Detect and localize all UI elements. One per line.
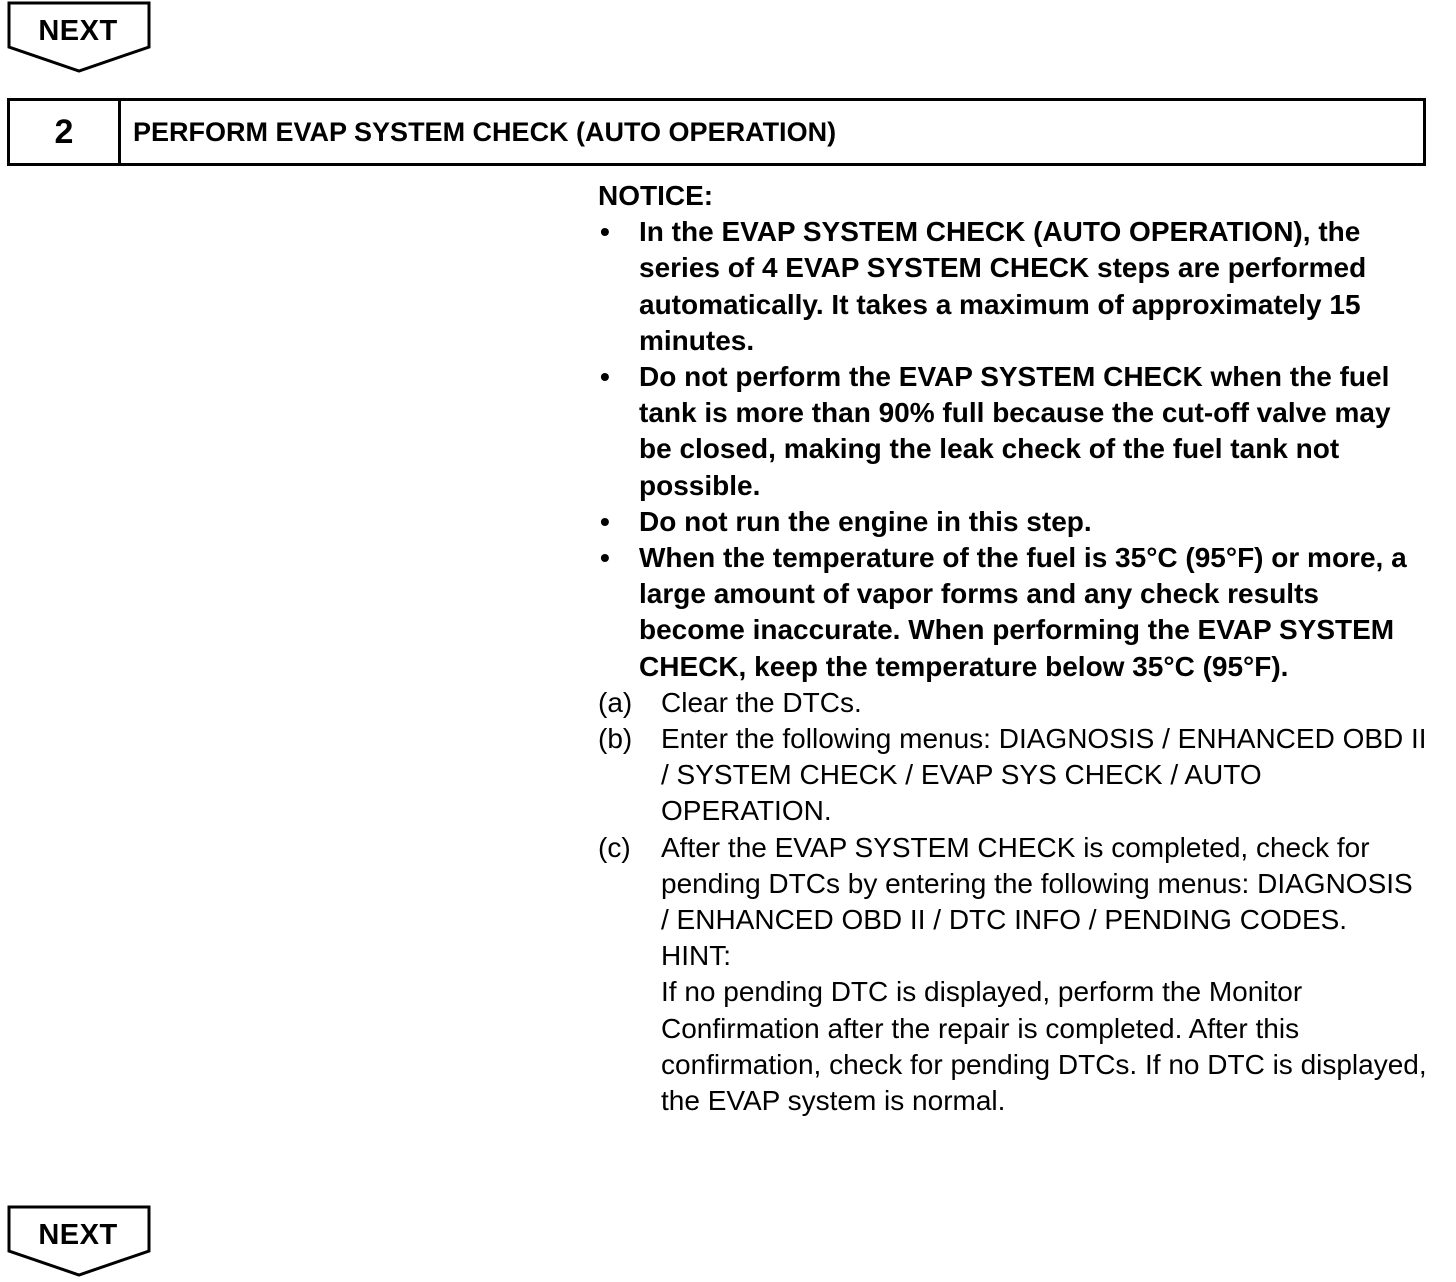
step-text: Enter the following menus: DIAGNOSIS / ENHANCED OBD II / SYSTEM CHECK / EVAP SYS CHECK / AUTO OPERATION. [661, 723, 1427, 827]
bullet-icon: • [600, 216, 610, 248]
procedure-step-c [598, 830, 1428, 1120]
procedure-step-a [598, 685, 1428, 721]
step-number: 2 [10, 101, 121, 163]
procedure-step-b [598, 721, 1428, 830]
bullet-icon: • [600, 542, 610, 574]
notice-heading: NOTICE: [598, 180, 714, 211]
notice-bullet [598, 214, 1428, 359]
step-text: After the EVAP SYSTEM CHECK is completed, check for pending DTCs by entering the following menus: DIAGNOSIS / ENHANCED OBD II / DTC INFO / PENDING CODES. [661, 831, 1413, 936]
notice-bullet [598, 504, 1428, 540]
notice-bullet-text: Do not run the engine in this step. [639, 505, 1092, 537]
step-marker: (b) [598, 723, 633, 755]
next-badge-top[interactable] [7, 1, 153, 73]
step-header [7, 98, 1426, 166]
bullet-icon: • [600, 505, 610, 537]
step-text-block [661, 830, 1428, 1120]
hint-heading: HINT: [661, 940, 731, 972]
notice-bullet-text: In the EVAP SYSTEM CHECK (AUTO OPERATION), the series of 4 EVAP SYSTEM CHECK steps are performed automatically. It takes a maximum of approximately 15 minutes. [639, 216, 1367, 356]
step-content [598, 178, 1428, 1119]
notice-bullet [598, 359, 1428, 504]
step-marker: (a) [598, 686, 633, 718]
hint-text: If no pending DTC is displayed, perform the Monitor Confirmation after the repair is completed. After this confirmation, check for pending DTCs. If no DTC is displayed, the EVAP system is normal. [661, 976, 1427, 1117]
next-label: NEXT [38, 15, 118, 47]
next-label: NEXT [38, 1219, 118, 1251]
bullet-icon: • [600, 361, 610, 393]
step-text: Clear the DTCs. [661, 686, 862, 718]
step-title: PERFORM EVAP SYSTEM CHECK (AUTO OPERATION) [133, 116, 837, 147]
notice-bullet-text: When the temperature of the fuel is 35°C (95°F) or more, a large amount of vapor forms and any check results become inaccurate. When performing the EVAP SYSTEM CHECK, keep the temperature below 35°C (95°F). [639, 542, 1407, 682]
notice-bullet-text: Do not perform the EVAP SYSTEM CHECK when the fuel tank is more than 90% full because the cut-off valve may be closed, making the leak check of the fuel tank not possible. [639, 361, 1391, 501]
next-badge-bottom[interactable] [7, 1205, 153, 1277]
notice-bullet [598, 540, 1428, 685]
step-marker: (c) [598, 831, 631, 863]
